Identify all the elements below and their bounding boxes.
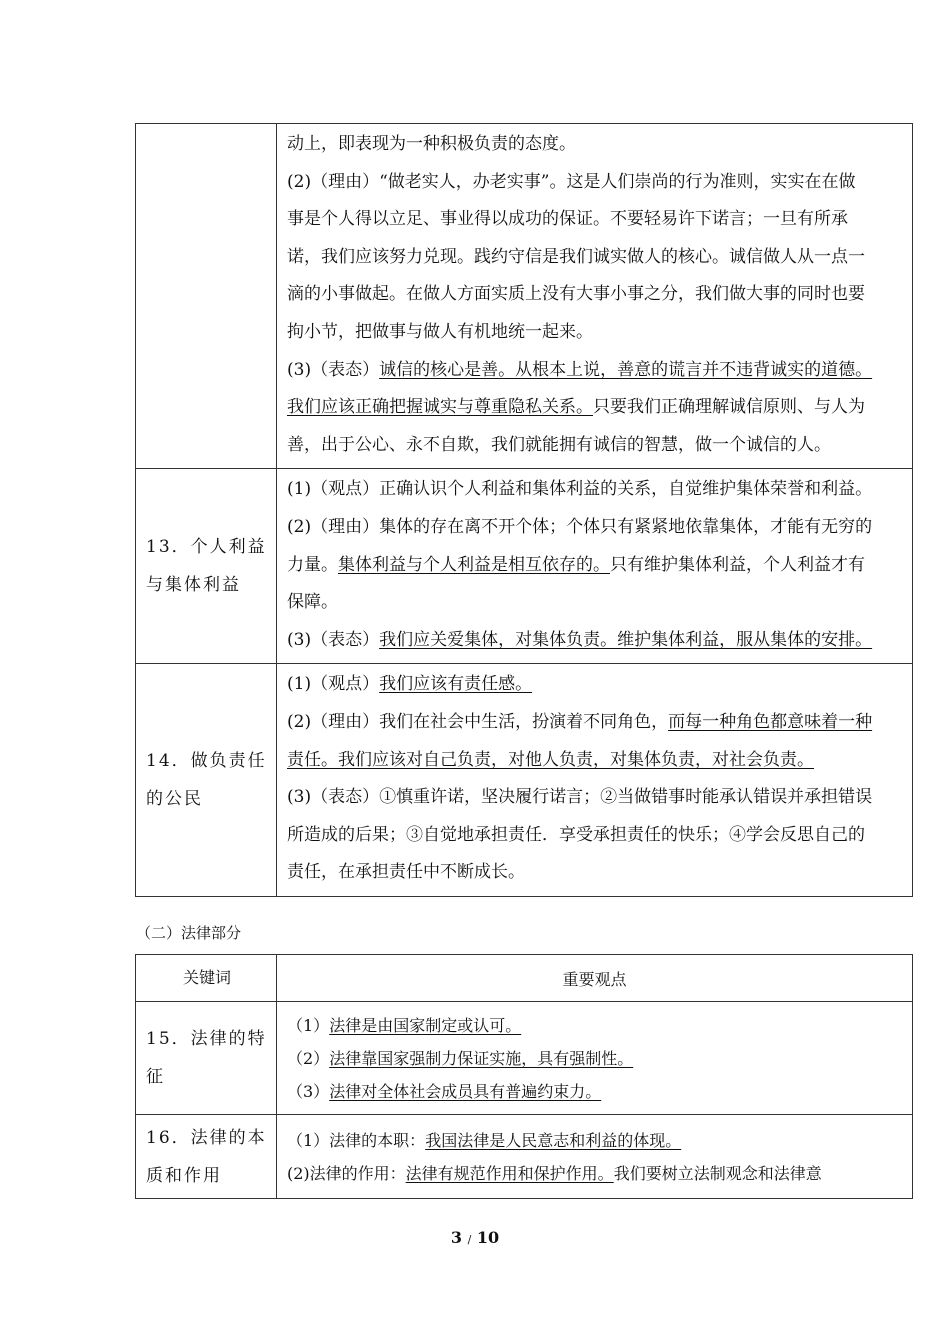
column-header-keyword: 关键词 (136, 955, 277, 1002)
text-line: (1)（观点）正确认识个人利益和集体利益的关系，自觉维护集体荣誉和利益。 (287, 479, 873, 500)
content-cell (277, 664, 913, 897)
text-line: （2）法律靠国家强制力保证实施，具有强制性。 (287, 1048, 634, 1068)
text-line: (1)（观点）我们应该有责任感。 (287, 674, 533, 695)
table-row (136, 664, 913, 897)
keyword-cell (136, 124, 277, 469)
text-line: (2)法律的作用：法律有规范作用和保护作用。我们要树立法制观念和法律意 (287, 1163, 822, 1183)
content-cell (277, 469, 913, 664)
text-line: 滴的小事做起。在做人方面实质上没有大事小事之分，我们做大事的同时也要 (287, 284, 865, 305)
content-cell (277, 1115, 913, 1199)
keyword-cell: 16．法律的本质和作用 (136, 1115, 277, 1199)
underlined-text: 我国法律是人民意志和利益的体现。 (425, 1130, 682, 1150)
content-cell (277, 124, 913, 469)
underlined-text: 而每一种角色都意味着一种 (668, 711, 873, 732)
section-heading: （二）法律部分 (136, 924, 242, 942)
table-row (136, 1002, 913, 1115)
content-table-1 (135, 123, 913, 897)
table-row (136, 1115, 913, 1199)
text-line (287, 742, 906, 780)
underlined-text: 集体利益与个人利益是相互依存的。 (338, 554, 610, 575)
text-line: (3)（表态）①慎重许诺，坚决履行诺言；②当做错事时能承认错误并承担错误 (287, 787, 873, 808)
table-header-row (136, 955, 913, 1002)
page-number: 3 / 10 (450, 1228, 500, 1247)
underlined-text: 我们应该有责任感。 (379, 674, 533, 695)
keyword-cell: 14．做负责任的公民 (136, 664, 277, 897)
underlined-text: 我们应关爱集体，对集体负责。维护集体利益，服从集体的安排。 (379, 629, 873, 650)
table-row (136, 469, 913, 664)
text-line: （3）法律对全体社会成员具有普遍约束力。 (287, 1081, 602, 1101)
text-line: 事是个人得以立足、事业得以成功的保证。不要轻易许下诺言；一旦有所承 (287, 209, 848, 230)
text-line: （1）法律的本职：我国法律是人民意志和利益的体现。 (287, 1130, 682, 1150)
text-line: (2)（理由）我们在社会中生活，扮演着不同角色，而每一种角色都意味着一种 (287, 711, 873, 732)
underlined-text: 法律对全体社会成员具有普遍约束力。 (329, 1081, 602, 1101)
text-line: (2)（理由）“做老实人，办老实事”。这是人们崇尚的行为准则，实实在在做 (287, 171, 856, 192)
text-line: 动上，即表现为一种积极负责的态度。 (287, 134, 576, 154)
underlined-text: 法律有规范作用和保护作用。 (405, 1163, 614, 1183)
text-line: 我们应该正确把握诚实与尊重隐私关系。只要我们正确理解诚信原则、与人为 (287, 397, 865, 418)
content-table-2 (135, 954, 913, 1199)
underlined-text: 责任。我们应该对自己负责，对他人负责，对集体负责，对社会负责。 (287, 749, 814, 770)
keyword-cell: 15．法律的特征 (136, 1002, 277, 1115)
underlined-text: 诚信的核心是善。从根本上说，善意的谎言并不违背诚实的道德。 (379, 359, 873, 380)
text-line: 力量。集体利益与个人利益是相互依存的。只有维护集体利益，个人利益才有 (287, 554, 865, 575)
text-line: 善，出于公心、永不自欺，我们就能拥有诚信的智慧，做一个诚信的人。 (287, 434, 831, 455)
text-line: 责任，在承担责任中不断成长。 (287, 862, 525, 883)
text-line: 所造成的后果；③自觉地承担责任．享受承担责任的快乐；④学会反思自己的 (287, 824, 865, 845)
text-line: (3)（表态）我们应关爱集体，对集体负责。维护集体利益，服从集体的安排。 (287, 629, 873, 650)
underlined-text: 法律靠国家强制力保证实施，具有强制性。 (329, 1048, 634, 1068)
text-line: (2)（理由）集体的存在离不开个体；个体只有紧紧地依靠集体，才能有无穷的 (287, 516, 873, 537)
text-line: 保障。 (287, 592, 338, 613)
keyword-cell: 13．个人利益与集体利益 (136, 469, 277, 664)
text-line: 诺，我们应该努力兑现。践约守信是我们诚实做人的核心。诚信做人从一点一 (287, 246, 865, 267)
text-line: (3)（表态）诚信的核心是善。从根本上说，善意的谎言并不违背诚实的道德。 (287, 359, 873, 380)
text-line: （1）法律是由国家制定或认可。 (287, 1015, 522, 1035)
text-line: 拘小节，把做事与做人有机地统一起来。 (287, 321, 593, 342)
content-cell (277, 1002, 913, 1115)
underlined-text: 我们应该正确把握诚实与尊重隐私关系。 (287, 397, 593, 418)
table-row (136, 124, 913, 469)
column-header-content: 重要观点 (277, 955, 913, 1002)
underlined-text: 法律是由国家制定或认可。 (329, 1015, 522, 1035)
